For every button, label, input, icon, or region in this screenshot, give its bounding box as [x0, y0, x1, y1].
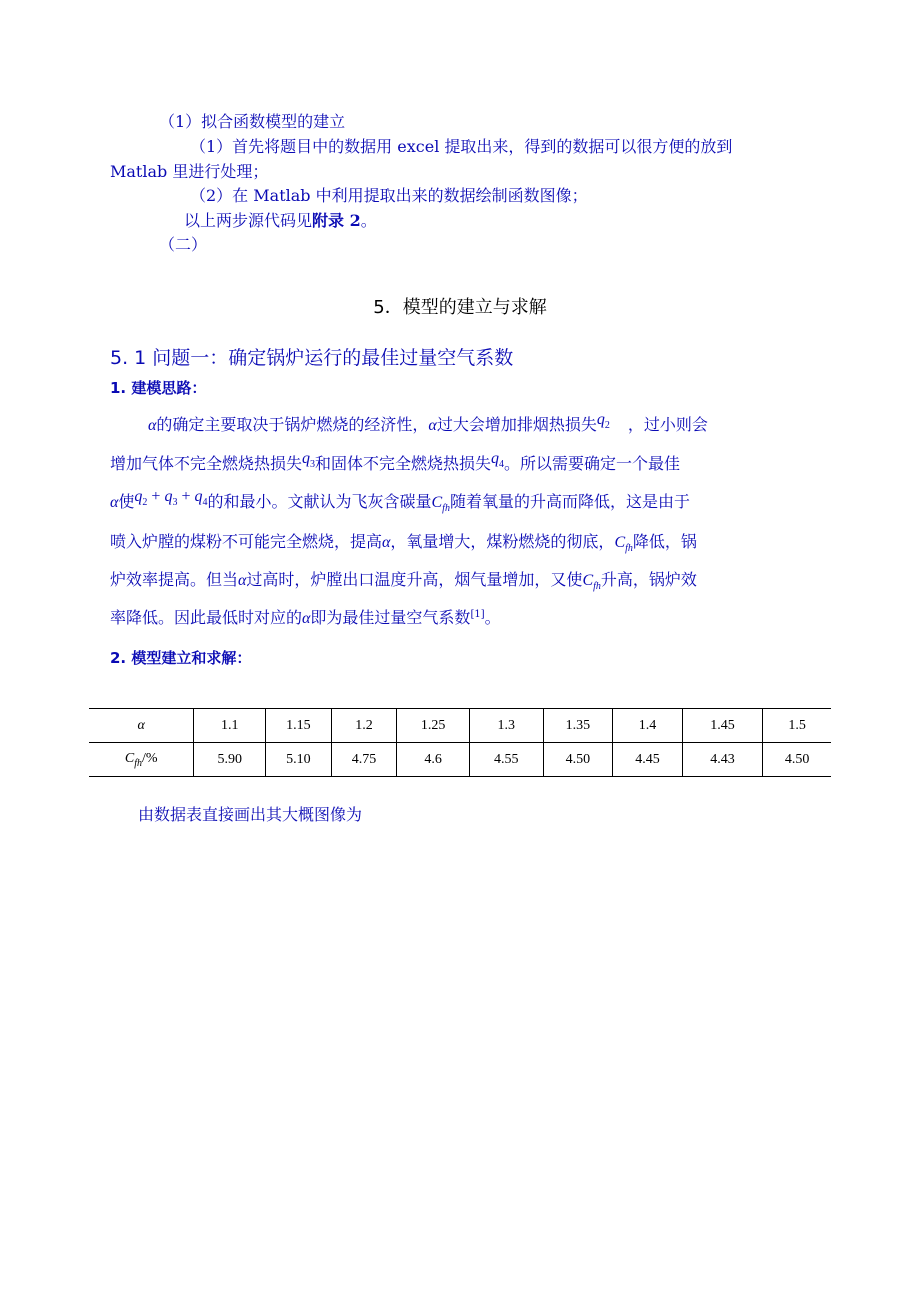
table-cell: 1.2	[331, 709, 397, 743]
q-letter: q	[491, 450, 500, 467]
model-solve-heading: 2. 模型建立和求解：	[110, 649, 252, 667]
table-cell: 4.43	[682, 743, 763, 777]
table-cell: 1.15	[266, 709, 332, 743]
table-row-alpha	[89, 709, 831, 743]
cfh-symbol	[614, 534, 633, 554]
table-cell: 4.6	[397, 743, 470, 777]
fh-sub: fh	[134, 757, 142, 769]
table-row-cfh	[89, 743, 831, 777]
table-header-cfh	[89, 743, 194, 777]
table-header-alpha	[89, 709, 194, 743]
after-table-text: 由数据表直接画出其大概图像为	[138, 805, 363, 824]
q-sub: 4	[499, 459, 505, 470]
para-text: 过高时，炉膛出口温度升高，烟气量增加，又使	[246, 570, 583, 589]
para-text: ，氧量增大，煤粉燃烧的彻底，	[390, 532, 615, 551]
c-letter: C	[582, 572, 594, 589]
alpha-symbol: α	[148, 417, 157, 434]
para-text: 使	[118, 492, 135, 511]
plus-char: +	[181, 488, 191, 505]
q-sub: 4	[202, 497, 208, 508]
para-text: 随着氧量的升高而降低，这是由于	[449, 492, 690, 511]
table-cell: 4.50	[763, 743, 831, 777]
q-letter: q	[596, 411, 605, 428]
fh-sub: fh	[625, 543, 633, 554]
plus-sign	[147, 488, 164, 505]
para-line-4	[110, 529, 697, 554]
q-sub: 2	[142, 497, 148, 508]
appendix-ref-line	[184, 210, 377, 232]
para-text: 增加气体不完全燃烧热损失	[110, 454, 303, 473]
q-symbol	[596, 411, 610, 431]
table-cell: 1.1	[194, 709, 266, 743]
para-text: 炉效率提高。但当	[110, 570, 239, 589]
data-table	[89, 708, 831, 777]
para-line-1	[148, 412, 708, 437]
table-cell: 4.75	[331, 743, 397, 777]
modeling-idea-heading: 1. 建模思路：	[110, 379, 207, 397]
table-cell: 1.4	[613, 709, 683, 743]
plus-char: +	[151, 488, 161, 505]
fh-sub: fh	[593, 581, 601, 592]
alpha-symbol: α	[428, 417, 437, 434]
section-two-label: （二）	[159, 235, 208, 254]
para-text: 和固体不完全燃烧热损失	[315, 454, 492, 473]
table-cell: 5.90	[194, 743, 266, 777]
para-line-6	[110, 605, 501, 628]
c-letter: C	[614, 534, 626, 551]
para-text: 升高，锅炉效	[600, 570, 697, 589]
q-sub: 2	[604, 420, 610, 431]
table-cell: 1.5	[763, 709, 831, 743]
step1-text-cont: Matlab 里进行处理；	[110, 162, 269, 181]
table-cell: 4.55	[469, 743, 543, 777]
table-cell: 1.35	[543, 709, 613, 743]
table-cell: 1.45	[682, 709, 763, 743]
para-text: 。	[484, 608, 501, 627]
q-symbol	[491, 450, 505, 470]
q-symbol	[302, 450, 316, 470]
appendix-ref-prefix: 以上两步源代码见	[184, 211, 313, 230]
para-line-5	[110, 567, 697, 592]
para-text: 的确定主要取决于锅炉燃烧的经济性，	[156, 415, 429, 434]
q-letter: q	[302, 450, 311, 467]
alpha-symbol: α	[137, 717, 145, 733]
table-cell: 5.10	[266, 743, 332, 777]
c-letter: C	[431, 494, 443, 511]
page-title: 5．模型的建立与求解	[373, 297, 547, 318]
appendix-ref-suffix: 。	[360, 211, 377, 230]
q-letter: q	[194, 488, 203, 505]
para-text: 喷入炉膛的煤粉不可能完全燃烧，提高	[110, 532, 383, 551]
q-letter: q	[134, 488, 143, 505]
step1-text: （1）首先将题目中的数据用 excel 提取出来，得到的数据可以很方便的放到	[190, 137, 733, 156]
q-sub: 3	[310, 459, 316, 470]
para-line-2	[110, 451, 680, 476]
alpha-symbol: α	[302, 610, 311, 627]
para-text: 即为最佳过量空气系数	[310, 608, 471, 627]
q-sum-formula	[134, 488, 208, 508]
appendix-ref-link: 附录 2	[312, 211, 361, 230]
para-text: 率降低。因此最低时对应的	[110, 608, 303, 627]
table-cell: 4.50	[543, 743, 613, 777]
para-text: 降低，锅	[632, 532, 697, 551]
para-text: 的和最小。文献认为飞灰含碳量	[207, 492, 432, 511]
table-cell: 1.3	[469, 709, 543, 743]
percent-unit: /%	[141, 750, 158, 766]
citation-ref: [1]	[470, 609, 485, 620]
plus-sign	[177, 488, 194, 505]
section-heading: 5. 1 问题一：确定锅炉运行的最佳过量空气系数	[110, 347, 514, 369]
subsection-fit-model: （1）拟合函数模型的建立	[159, 112, 346, 131]
c-letter: C	[124, 750, 135, 766]
para-line-3	[110, 489, 690, 514]
para-text: 过大会增加排烟热损失	[436, 415, 597, 434]
cfh-symbol	[582, 572, 601, 592]
para-text: 。所以需要确定一个最佳	[504, 454, 681, 473]
fh-sub: fh	[442, 503, 450, 514]
table-cell: 4.45	[613, 743, 683, 777]
cfh-symbol	[431, 494, 450, 514]
alpha-symbol: α	[110, 494, 119, 511]
table-cell: 1.25	[397, 709, 470, 743]
alpha-symbol: α	[238, 572, 247, 589]
q-letter: q	[164, 488, 173, 505]
alpha-symbol: α	[382, 534, 391, 551]
q-sub: 3	[172, 497, 178, 508]
para-text: ，过小则会	[627, 415, 708, 434]
step2-text: （2）在 Matlab 中利用提取出来的数据绘制函数图像；	[190, 186, 588, 205]
